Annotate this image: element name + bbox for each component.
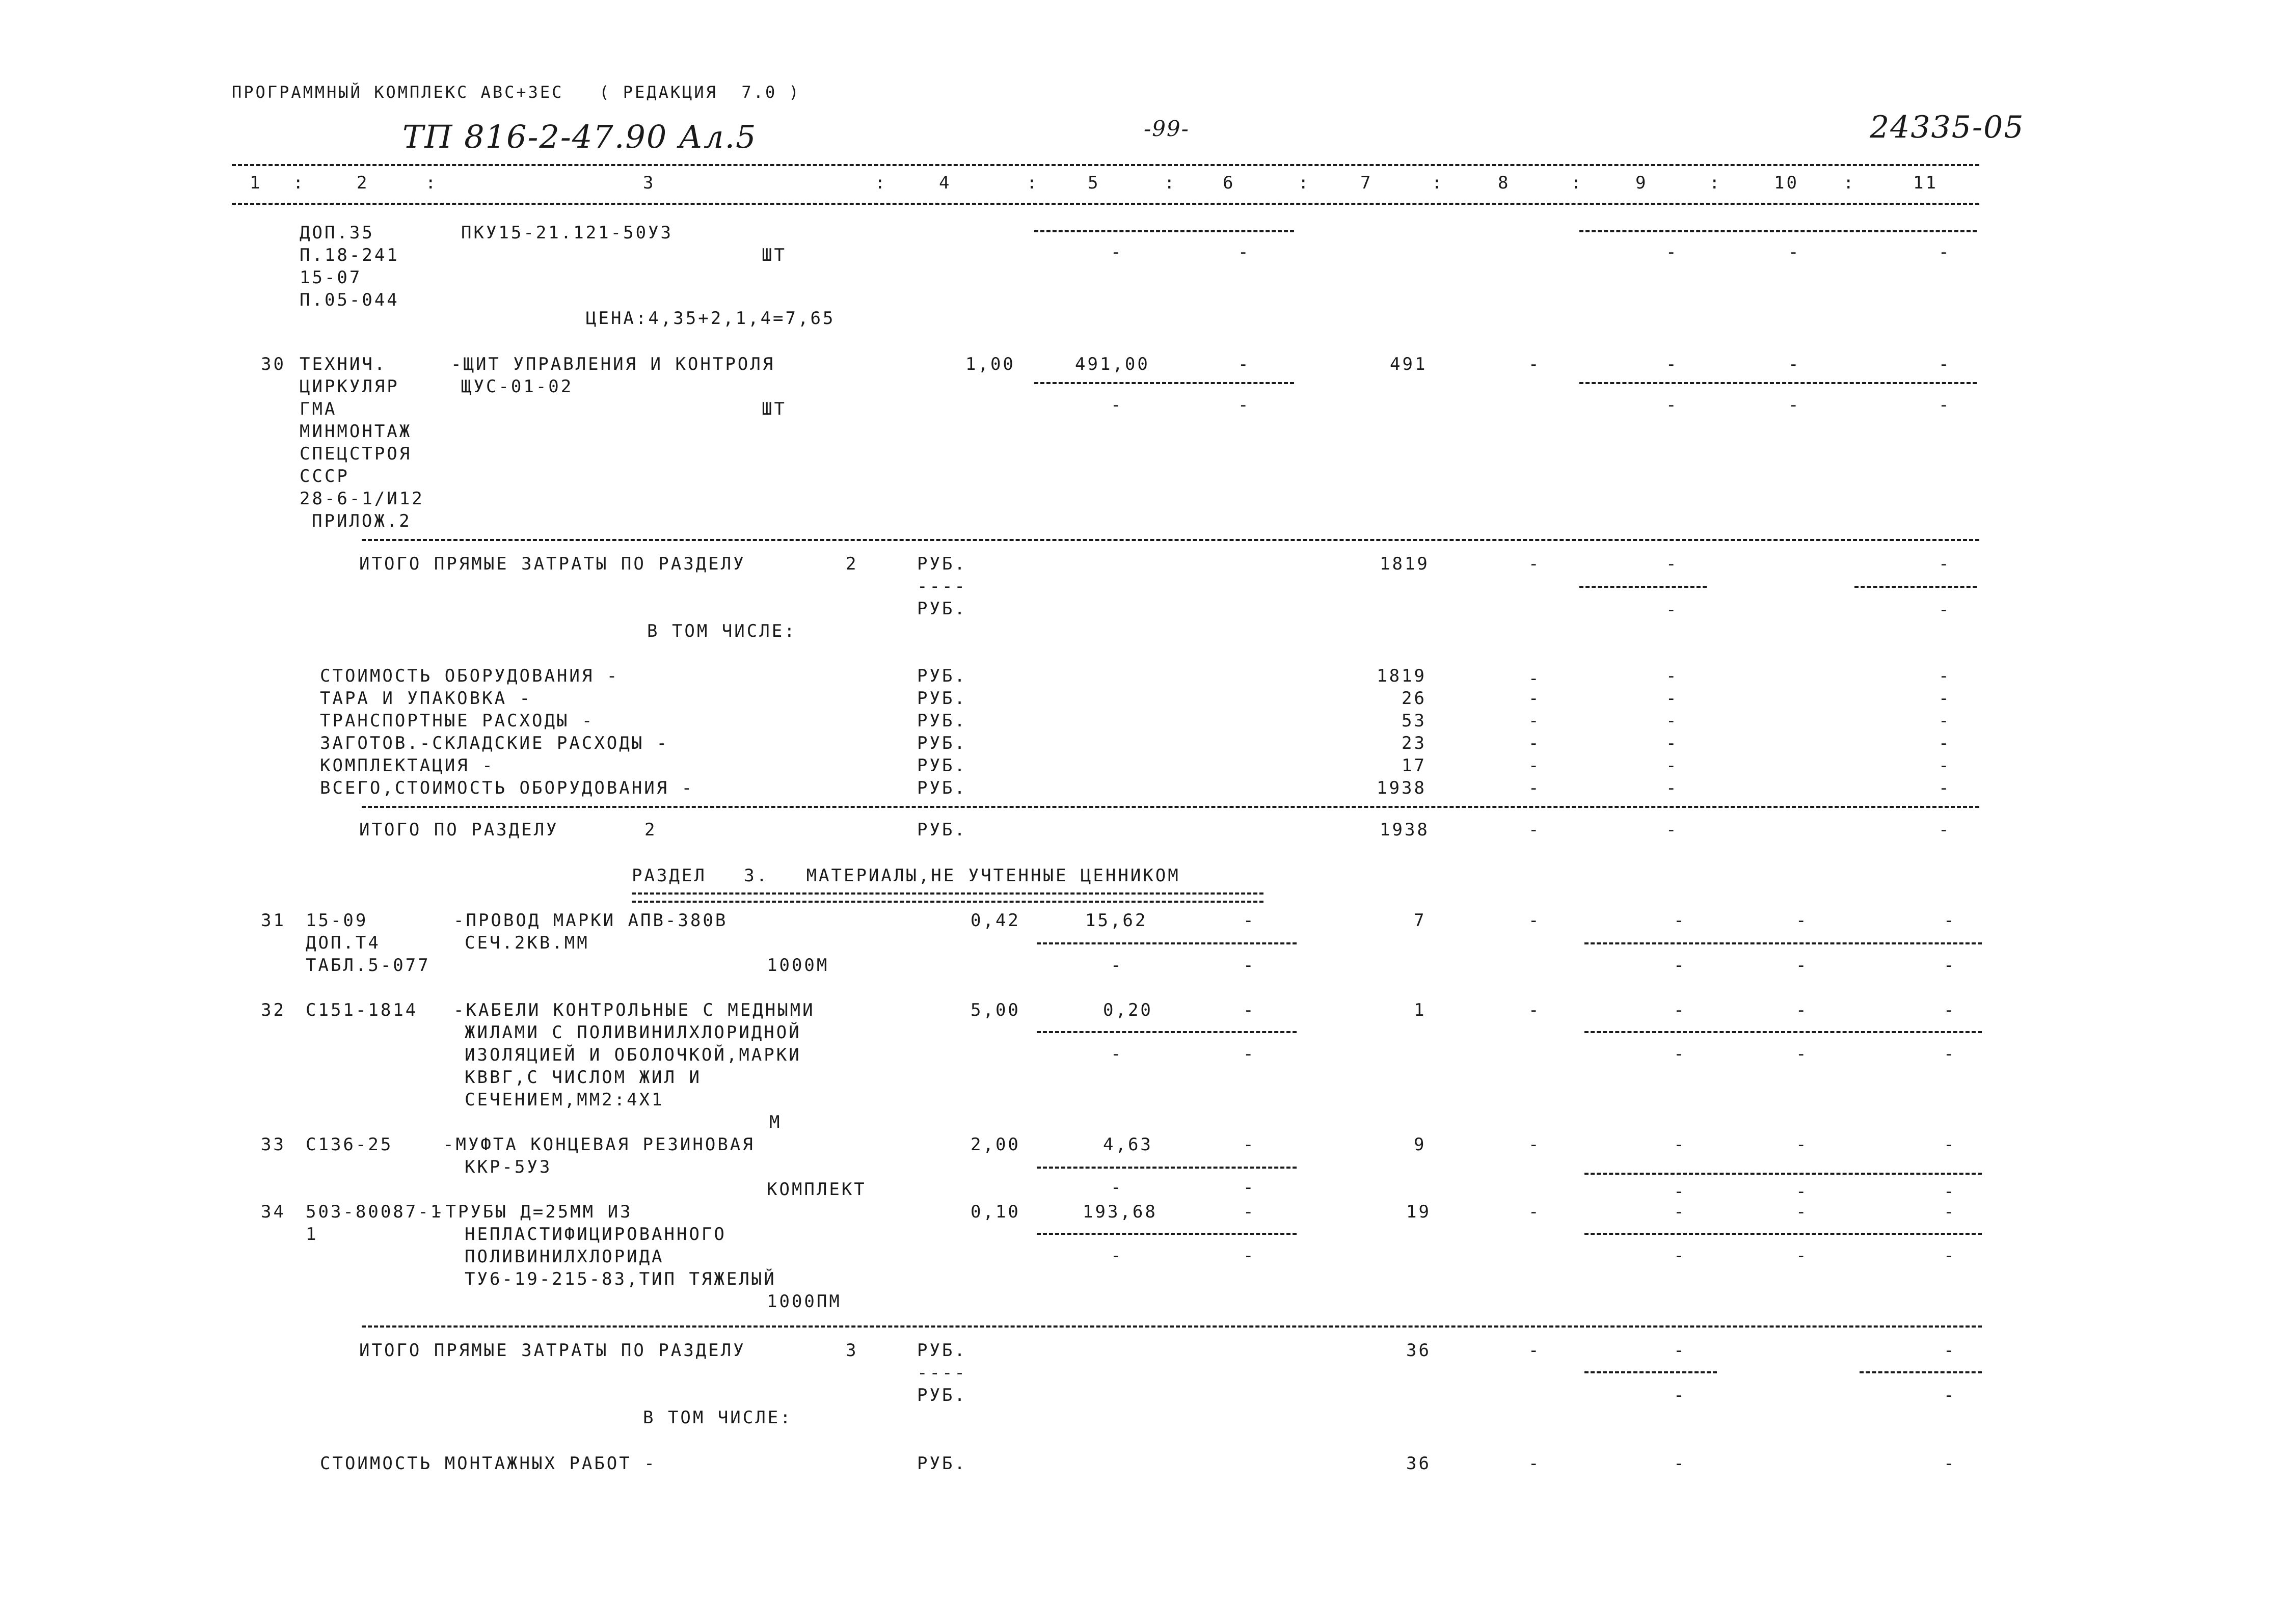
section-3-title: РАЗДЕЛ 3. МАТЕРИАЛЫ,НЕ УЧТЕННЫЕ ЦЕННИКОМ: [632, 865, 1180, 886]
breakdown-value: 26: [1402, 688, 1427, 709]
source-line: СССР: [300, 466, 349, 486]
item-name: -ЩИТ УПРАВЛЕНИЯ И КОНТРОЛЯ: [451, 354, 775, 374]
col-header-2: 2: [357, 173, 369, 193]
item-name: ПОЛИВИНИЛХЛОРИДА: [465, 1247, 664, 1267]
install-cost-value: 36: [1406, 1453, 1431, 1474]
col-header-10: 10: [1774, 173, 1799, 193]
direct-costs-total: 1819: [1380, 554, 1430, 574]
source-line: ДОП.35: [300, 223, 374, 243]
item-qty: 2,00: [971, 1134, 1020, 1155]
source-line: 1: [306, 1224, 318, 1244]
source-line: ТАБЛ.5-077: [306, 955, 431, 976]
source-line: П.18-241: [300, 245, 399, 265]
item-total: 19: [1406, 1202, 1431, 1222]
section-3-title-underline: [632, 892, 1263, 903]
incl-label: В ТОМ ЧИСЛЕ:: [643, 1408, 793, 1428]
item-qty: 0,42: [971, 910, 1020, 931]
breakdown-label: ТАРА И УПАКОВКА -: [320, 688, 532, 709]
breakdown-label: ЗАГОТОВ.-СКЛАДСКИЕ РАСХОДЫ -: [320, 733, 669, 753]
source-line: ГМА: [300, 399, 337, 419]
direct-costs-total: 36: [1406, 1340, 1431, 1361]
item-total: 491: [1390, 354, 1428, 374]
section-number: 3: [846, 1340, 858, 1361]
item-number: 30: [261, 354, 286, 374]
col-header-8: 8: [1498, 173, 1511, 193]
item-unit: ШТ: [762, 245, 787, 265]
breakdown-label: ТРАНСПОРТНЫЕ РАСХОДЫ -: [320, 711, 595, 731]
breakdown-value: 1819: [1377, 666, 1427, 686]
source-line: П.05-044: [300, 290, 399, 310]
breakdown-label: КОМПЛЕКТАЦИЯ -: [320, 755, 495, 776]
item-name: ПКУ15-21.121-50У3: [461, 223, 673, 243]
item-price: 15,62: [1085, 910, 1148, 931]
source-line: ПРИЛОЖ.2: [312, 511, 412, 531]
direct-costs-label: ИТОГО ПРЯМЫЕ ЗАТРАТЫ ПО РАЗДЕЛУ: [359, 1340, 746, 1361]
item-name: ИЗОЛЯЦИЕЙ И ОБОЛОЧКОЙ,МАРКИ: [465, 1045, 801, 1065]
col-header-6: 6: [1223, 173, 1235, 193]
item-unit: КОМПЛЕКТ: [767, 1179, 867, 1200]
estimate-page: ПРОГРАММНЫЙ КОМПЛЕКС АВС+ЗЕС ( РЕДАКЦИЯ 7.0 ) ТП 816-2-47.90 Ал.5 -99- 24335-05 1 2 3 4 5 6 7 8 9 10 11 : : : : : : : : : : ДОП.35 П.18-241 15-07 П.05-044 ПКУ15-21.121-50У3 ШТ - - - - - ЦЕНА:4,35+2,1,4=7,65 30 ТЕХНИЧ. ЦИРКУЛЯР ГМА МИНМОНТАЖ СПЕЦСТРОЯ СССР 28-6-1/И12 ПРИЛОЖ.2 -ЩИТ УПРАВЛЕНИЯ И КОНТРОЛЯ ЩУС-01-02 ШТ 1,00 491,00 - 491 - - - - - - - - - ИТОГО ПРЯМЫЕ ЗАТРАТЫ ПО РАЗДЕЛУ 2 РУБ. ---- РУБ. 1819 - - - - - В ТОМ ЧИСЛЕ: СТОИМОСТЬ ОБОРУДОВАНИЯ - РУБ. 1819 ТАРА И УПАКОВКА - РУБ. 26 ТРАНСПОРТНЫЕ РАСХОДЫ - РУБ. 53 ЗАГОТОВ.-СКЛАДСКИЕ РАСХОДЫ - РУБ. 23 КОМПЛЕКТАЦИЯ - РУБ. 17 ВСЕГО,СТОИМОСТЬ ОБОРУДОВАНИЯ - РУБ. 1938 - - - - - - - - - - - - - - - - - - ИТОГО ПО РАЗДЕЛУ 2 РУБ. 1938 - - - РАЗДЕЛ 3. МАТЕРИАЛЫ,НЕ УЧТЕННЫЕ ЦЕННИКОМ 31 15-09 ДОП.Т4 ТАБЛ.5-077 -ПРОВОД МАРКИ АПВ-380В СЕЧ.2КВ.ММ 1000М 0,42 15,62 - 7 - - - - - - - - - 32 С151-1814 -КАБЕЛИ КОНТРОЛЬНЫЕ С МЕДНЫМИ ЖИЛАМИ С ПОЛИВИНИЛХЛОРИДНОЙ ИЗОЛЯЦИЕЙ И ОБОЛОЧКОЙ,МАРКИ КВВГ,С ЧИСЛОМ ЖИЛ И СЕЧЕНИЕМ,ММ2:4Х1 М 5,00 0,20 - 1 - - - - - - - - - 33 С136-25 -МУФТА КОНЦЕВАЯ РЕЗИНОВАЯ ККР-5У3 КОМПЛЕКТ 2,00 4,63 - 9 - - - - - - - - - 34 503-80087-1 1 -ТРУБЫ Д=25ММ ИЗ НЕПЛАСТИФИЦИРОВАННОГО ПОЛИВИНИЛХЛОРИДА ТУ6-19-215-83,ТИП ТЯЖЕЛЫЙ 1000ПМ 0,10 193,68 - 19 - - - - - - - - - ИТОГО ПРЯМЫЕ ЗАТРАТЫ ПО РАЗДЕЛУ 3 РУБ. ---- РУБ. 36 - - - - - В ТОМ ЧИСЛЕ: СТОИМОСТЬ МОНТАЖНЫХ РАБОТ - РУБ. 36 - - -: [0, 0, 2287, 1624]
item-number: 32: [261, 1000, 286, 1020]
col-header-11: 11: [1913, 173, 1938, 193]
currency: РУБ.: [917, 599, 967, 619]
item-name: ЩУС-01-02: [461, 376, 574, 397]
breakdown-value: 53: [1402, 711, 1427, 731]
document-number: 24335-05: [1870, 110, 2025, 145]
source-line: 503-80087-1: [306, 1202, 443, 1222]
item-unit: М: [769, 1112, 782, 1132]
item-unit: 1000ПМ: [767, 1291, 842, 1312]
item-name: ЖИЛАМИ С ПОЛИВИНИЛХЛОРИДНОЙ: [465, 1022, 801, 1043]
source-line: С151-1814: [306, 1000, 418, 1020]
item-name: ТУ6-19-215-83,ТИП ТЯЖЕЛЫЙ: [465, 1269, 776, 1289]
breakdown-value: 17: [1402, 755, 1427, 776]
header-top-rule: [232, 164, 1979, 166]
install-cost-label: СТОИМОСТЬ МОНТАЖНЫХ РАБОТ -: [320, 1453, 657, 1474]
breakdown-label: ВСЕГО,СТОИМОСТЬ ОБОРУДОВАНИЯ -: [320, 778, 694, 798]
program-header: ПРОГРАММНЫЙ КОМПЛЕКС АВС+ЗЕС ( РЕДАКЦИЯ 7.0 ): [232, 83, 801, 102]
col-header-5: 5: [1088, 173, 1100, 193]
incl-label: В ТОМ ЧИСЛЕ:: [647, 621, 797, 641]
project-code: ТП 816-2-47.90 Ал.5: [402, 118, 757, 155]
item-price: 491,00: [1075, 354, 1150, 374]
breakdown-label: СТОИМОСТЬ ОБОРУДОВАНИЯ -: [320, 666, 620, 686]
item-unit: 1000М: [767, 955, 829, 976]
breakdown-value: 23: [1402, 733, 1427, 753]
item-name: -МУФТА КОНЦЕВАЯ РЕЗИНОВАЯ: [443, 1134, 755, 1155]
item-total: 1: [1414, 1000, 1427, 1020]
price-formula: ЦЕНА:4,35+2,1,4=7,65: [586, 308, 836, 329]
col-header-3: 3: [643, 173, 656, 193]
section-number: 2: [846, 554, 858, 574]
item-total: 7: [1414, 910, 1427, 931]
col-header-7: 7: [1360, 173, 1373, 193]
item-qty: 0,10: [971, 1202, 1020, 1222]
source-line: ДОП.Т4: [306, 933, 381, 953]
item-name: СЕЧЕНИЕМ,ММ2:4Х1: [465, 1090, 664, 1110]
item-name: НЕПЛАСТИФИЦИРОВАННОГО: [465, 1224, 727, 1244]
header-bottom-rule: [232, 203, 1979, 205]
direct-costs-label: ИТОГО ПРЯМЫЕ ЗАТРАТЫ ПО РАЗДЕЛУ: [359, 554, 746, 574]
item-price: 4,63: [1103, 1134, 1153, 1155]
item-name: КВВГ,С ЧИСЛОМ ЖИЛ И: [465, 1067, 702, 1088]
item-qty: 1,00: [965, 354, 1015, 374]
item-name: СЕЧ.2КВ.ММ: [465, 933, 589, 953]
source-line: С136-25: [306, 1134, 393, 1155]
section-total: 1938: [1380, 820, 1430, 840]
item-price: 0,20: [1103, 1000, 1153, 1020]
item-name: -КАБЕЛИ КОНТРОЛЬНЫЕ С МЕДНЫМИ: [453, 1000, 815, 1020]
item-number: 31: [261, 910, 286, 931]
section-total-label: ИТОГО ПО РАЗДЕЛУ: [359, 820, 559, 840]
item-number: 34: [261, 1202, 286, 1222]
item-total: 9: [1414, 1134, 1427, 1155]
source-line: СПЕЦСТРОЯ: [300, 444, 412, 464]
source-line: 15-07: [300, 267, 362, 288]
col-header-1: 1: [250, 173, 262, 193]
breakdown-value: 1938: [1377, 778, 1427, 798]
item-name: ККР-5У3: [465, 1157, 552, 1177]
source-line: 28-6-1/И12: [300, 489, 424, 509]
item-name: -ПРОВОД МАРКИ АПВ-380В: [453, 910, 728, 931]
item-number: 33: [261, 1134, 286, 1155]
item-unit: ШТ: [762, 399, 787, 419]
source-line: ЦИРКУЛЯР: [300, 376, 399, 397]
col-header-9: 9: [1635, 173, 1648, 193]
page-number: -99-: [1144, 116, 1190, 141]
currency: РУБ.: [917, 554, 967, 574]
source-line: ТЕХНИЧ.: [300, 354, 387, 374]
col-header-4: 4: [939, 173, 952, 193]
item-qty: 5,00: [971, 1000, 1020, 1020]
source-line: МИНМОНТАЖ: [300, 421, 412, 442]
item-name: -ТРУБЫ Д=25ММ ИЗ: [433, 1202, 633, 1222]
item-price: 193,68: [1083, 1202, 1158, 1222]
source-line: 15-09: [306, 910, 368, 931]
